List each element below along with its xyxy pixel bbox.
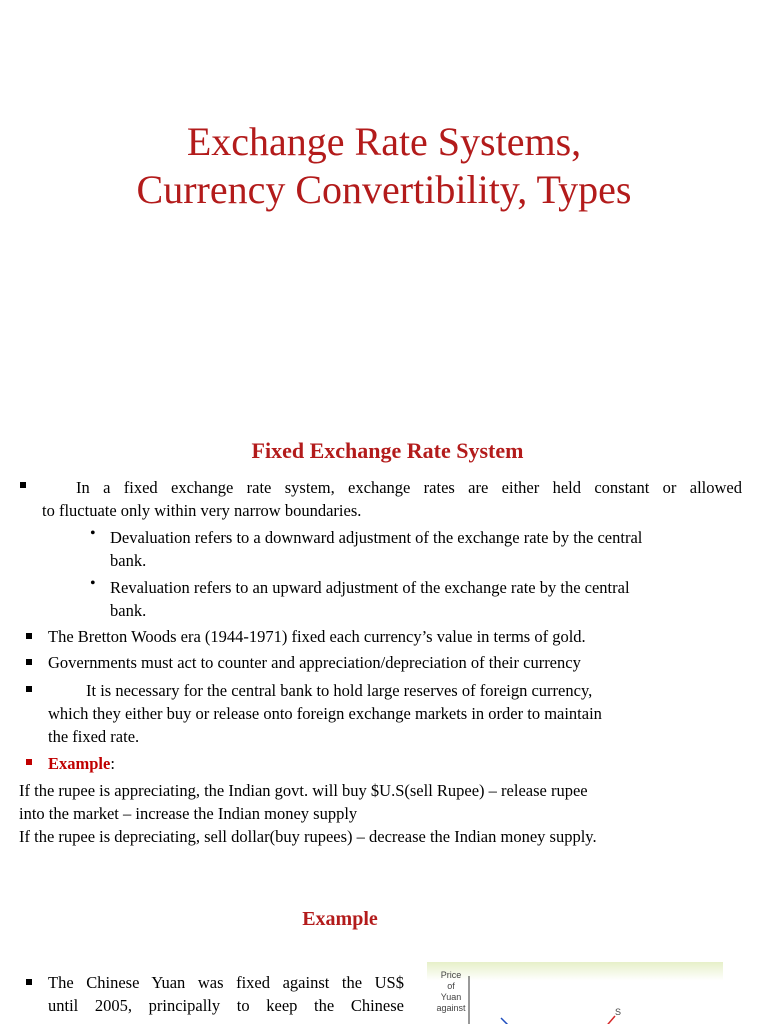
slide-title [0, 118, 768, 214]
sub-bullet-line: Revaluation refers to an upward adjustment of the exchange rate by the central [110, 578, 630, 597]
section-heading-example: Example [302, 908, 378, 930]
example-label [48, 752, 115, 775]
bullet-central-bank-reserves [48, 679, 728, 748]
bullet-square-icon [26, 686, 32, 692]
sub-bullet-revaluation [110, 576, 750, 622]
bullet-governments-act: Governments must act to counter and appreciation/depreciation of their currency [48, 653, 581, 672]
section-heading-fixed-exchange: Fixed Exchange Rate System [251, 438, 524, 463]
chart-plot-area [427, 962, 723, 1024]
bullet-line: the fixed rate. [48, 727, 140, 746]
bullet-fixed-rate-definition [42, 476, 742, 522]
chart-y-label-line: against [436, 1003, 466, 1013]
paragraph-line: into the market – increase the Indian money supply [19, 804, 358, 823]
bullet-square-icon [26, 633, 32, 639]
chart-y-label-line: Yuan [440, 992, 462, 1002]
sub-bullet-dot-icon: • [90, 575, 96, 592]
bullet-square-icon [26, 979, 32, 985]
bullet-line: to fluctuate only within very narrow boundaries. [42, 501, 362, 520]
yuan-supply-demand-chart [427, 962, 723, 1024]
bullet-line: until 2005, principally to keep the Chinese [48, 996, 404, 1015]
bullet-line: The Chinese Yuan was fixed against the US$ [48, 973, 404, 992]
example-paragraph-depreciating: If the rupee is depreciating, sell dollar(buy rupees) – decrease the Indian money supply. [19, 827, 597, 846]
bullet-chinese-yuan [48, 971, 404, 1017]
slide-title-line-1: Exchange Rate Systems, [186, 119, 582, 164]
example-label-colon: : [110, 754, 115, 773]
chart-demand-curve [501, 1018, 513, 1024]
bullet-line: In a fixed exchange rate system, exchange rates are either held constant or allowed [76, 478, 742, 497]
sub-bullet-devaluation [110, 526, 750, 572]
bullet-line: It is necessary for the central bank to hold large reserves of foreign currency, [86, 681, 593, 700]
bullet-square-red-icon [26, 759, 32, 765]
bullet-line: which they either buy or release onto foreign exchange markets in order to maintain [48, 704, 602, 723]
paragraph-line: If the rupee is appreciating, the Indian govt. will buy $U.S(sell Rupee) – release rupee [19, 781, 588, 800]
slide-title-line-2: Currency Convertibility, Types [136, 167, 632, 212]
chart-y-label-line: Price [440, 970, 462, 980]
sub-bullet-dot-icon: • [90, 525, 96, 542]
bullet-square-icon [20, 482, 26, 488]
sub-bullet-line: bank. [110, 551, 147, 570]
bullet-square-icon [26, 659, 32, 665]
example-paragraph-appreciating [19, 779, 759, 825]
example-label-text: Example [48, 754, 111, 773]
sub-bullet-line: bank. [110, 601, 147, 620]
sub-bullet-line: Devaluation refers to a downward adjustment of the exchange rate by the central [110, 528, 643, 547]
chart-supply-label: S [614, 1007, 621, 1017]
bullet-bretton-woods: The Bretton Woods era (1944-1971) fixed each currency’s value in terms of gold. [48, 627, 586, 646]
chart-y-label-line: of [447, 981, 455, 991]
